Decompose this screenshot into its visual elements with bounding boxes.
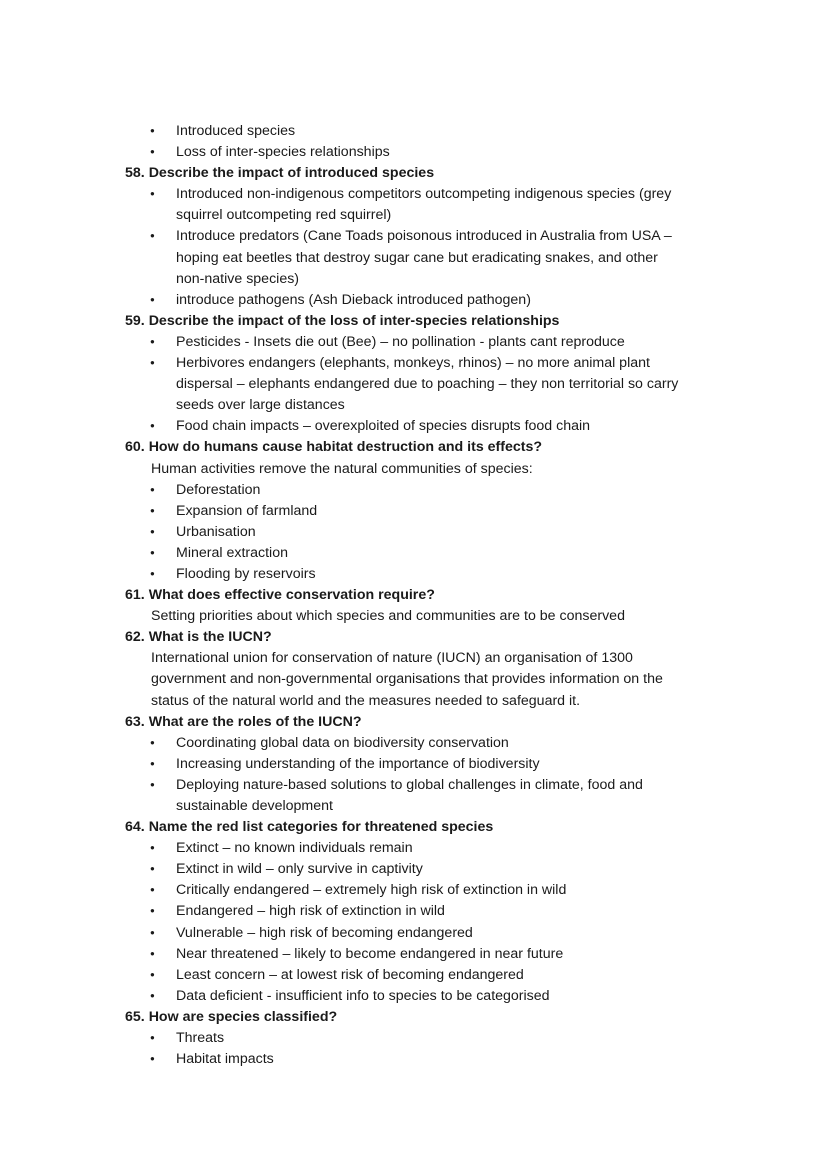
bullet-icon [150, 1028, 155, 1050]
list-item-continuation: non-native species) [176, 270, 300, 287]
list-item: ● Extinct in wild – only survive in captivity [0, 859, 828, 880]
list-item-continuation: sustainable development [176, 798, 333, 814]
list-item: ● Coordinating global data on biodiversity conservation [0, 733, 828, 754]
bullet-icon [150, 353, 155, 375]
list-item: ● Increasing understanding of the importance of biodiversity [0, 754, 828, 775]
list-item: ● Herbivores endangers (elephants, monkeys, rhinos) – no more animal plant [0, 353, 828, 374]
list-item: ● Pesticides - Insets die out (Bee) – no pollination - plants cant reproduce [0, 332, 828, 353]
list-item: ● Endangered – high risk of extinction in wild [0, 901, 828, 922]
list-item: ● Near threatened – likely to become endangered in near future [0, 944, 828, 965]
answer-paragraph: International union for conservation of nature (IUCN) an organisation of 1300 [151, 650, 633, 667]
list-item: ● Threats [0, 1028, 828, 1049]
list-item: ● Habitat impacts [0, 1049, 828, 1070]
bullet-icon [150, 142, 155, 164]
bullet-icon [150, 290, 155, 312]
list-item: ● Deploying nature-based solutions to global challenges in climate, food and [0, 775, 828, 796]
list-item: ● Introduced species [0, 121, 828, 142]
question-heading: 62. What is the IUCN? [125, 629, 272, 646]
bullet-icon [150, 838, 155, 860]
list-item: ● Food chain impacts – overexploited of species disrupts food chain [0, 416, 828, 437]
answer-paragraph: Setting priorities about which species and communities are to be conserved [151, 608, 625, 625]
list-item-continuation: squirrel outcompeting red squirrel) [176, 207, 392, 224]
bullet-icon [150, 480, 155, 502]
list-item: ● Mineral extraction [0, 543, 828, 564]
document-page [0, 121, 828, 1070]
question-heading: 64. Name the red list categories for threatened species [125, 819, 494, 836]
list-item: ● introduce pathogens (Ash Dieback introduced pathogen) [0, 290, 828, 311]
bullet-icon [150, 184, 155, 206]
bullet-icon [150, 733, 155, 755]
list-item: ● Loss of inter-species relationships [0, 142, 828, 163]
bullet-icon [150, 226, 155, 248]
bullet-icon [150, 859, 155, 881]
list-item: ● Deforestation [0, 480, 828, 501]
answer-paragraph: Human activities remove the natural communities of species: [151, 460, 533, 477]
bullet-icon [150, 501, 155, 523]
bullet-icon [150, 901, 155, 923]
answer-paragraph: status of the natural world and the measures needed to safeguard it. [151, 692, 581, 709]
bullet-icon [150, 121, 155, 143]
list-item: ● Vulnerable – high risk of becoming endangered [0, 923, 828, 944]
bullet-icon [150, 754, 155, 776]
bullet-icon [150, 522, 155, 544]
bullet-icon [150, 923, 155, 945]
list-item-continuation: dispersal – elephants endangered due to poaching – they non territorial so carry [176, 376, 679, 393]
question-heading: 61. What does effective conservation require? [125, 587, 435, 604]
question-heading: 65. How are species classified? [125, 1008, 338, 1025]
bullet-icon [150, 1049, 155, 1071]
list-item-continuation: hoping eat beetles that destroy sugar cane but eradicating snakes, and other [176, 249, 658, 266]
bullet-icon [150, 775, 155, 797]
bullet-icon [150, 965, 155, 987]
list-item: ● Expansion of farmland [0, 501, 828, 522]
bullet-icon [150, 944, 155, 966]
bullet-icon [150, 332, 155, 354]
list-item: ● Introduced non-indigenous competitors outcompeting indigenous species (grey [0, 184, 828, 205]
question-heading: 60. How do humans cause habitat destruction and its effects? [125, 439, 543, 456]
question-heading: 58. Describe the impact of introduced species [125, 165, 435, 182]
list-item: ● Flooding by reservoirs [0, 564, 828, 585]
bullet-icon [150, 880, 155, 902]
bullet-icon [150, 564, 155, 586]
bullet-icon [150, 543, 155, 565]
question-heading: 63. What are the roles of the IUCN? [125, 713, 362, 730]
list-item: ● Least concern – at lowest risk of becoming endangered [0, 965, 828, 986]
list-item-continuation: seeds over large distances [176, 397, 345, 414]
answer-paragraph: government and non-governmental organisations that provides information on the [151, 671, 663, 688]
list-item: ● Introduce predators (Cane Toads poisonous introduced in Australia from USA – [0, 226, 828, 247]
list-item: ● Extinct – no known individuals remain [0, 838, 828, 859]
question-heading: 59. Describe the impact of the loss of inter-species relationships [125, 312, 560, 329]
bullet-icon [150, 986, 155, 1008]
list-item: ● Data deficient - insufficient info to species to be categorised [0, 986, 828, 1007]
list-item: ● Urbanisation [0, 522, 828, 543]
bullet-icon [150, 416, 155, 438]
list-item: ● Critically endangered – extremely high risk of extinction in wild [0, 880, 828, 901]
